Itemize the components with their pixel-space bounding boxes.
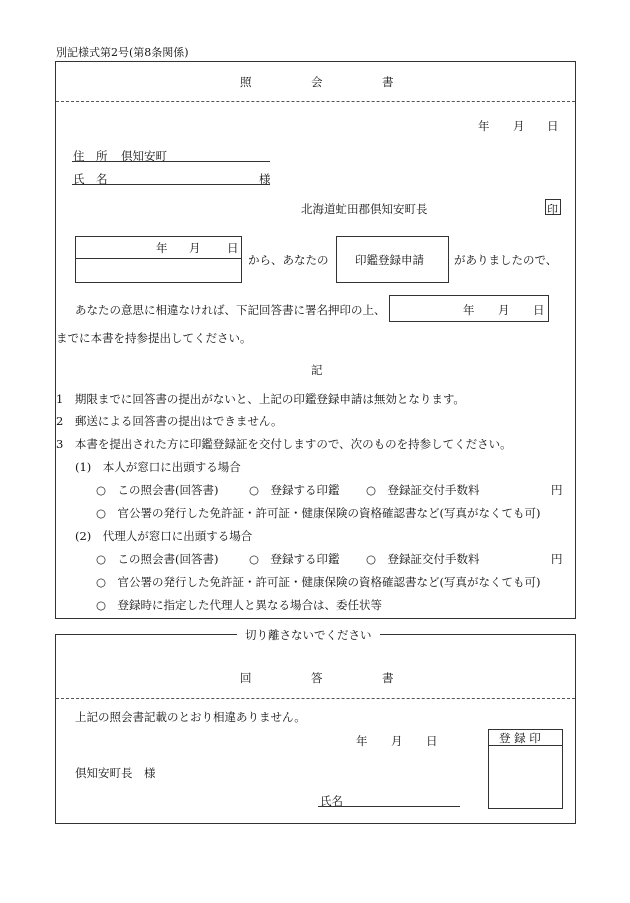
name-suffix: 様 — [259, 172, 271, 186]
ki-heading: 記 — [311, 363, 323, 377]
case-2-inquiry-doc: ○ この照会書(回答書) — [96, 552, 219, 566]
instruction-line-1: あなたの意思に相違なければ、下記回答書に署名押印の上、 — [75, 303, 386, 317]
case-2-label: (2) 代理人が窓口に出頭する場合 — [75, 529, 253, 543]
deadline-year: 年 — [463, 303, 475, 317]
reply-date-month: 月 — [391, 734, 403, 748]
seal-mark-text: 印 — [547, 203, 558, 216]
reply-title-divider — [56, 698, 575, 699]
note-2: 2 郵送による回答書の提出はできません。 — [56, 414, 283, 428]
deadline-day: 日 — [533, 303, 545, 317]
note-3: 3 本書を提出された方に印鑑登録証を交付しますので、次のものを持参してください。 — [56, 437, 512, 451]
reply-date-day: 日 — [426, 734, 438, 748]
case-2-fee: ○ 登録証交付手数料 — [366, 552, 480, 566]
issue-date-month: 月 — [513, 119, 525, 133]
case-1-inquiry-doc: ○ この照会書(回答書) — [96, 483, 219, 497]
reply-date-year: 年 — [356, 734, 368, 748]
name-underline — [72, 184, 270, 185]
reply-statement: 上記の照会書記載のとおり相違ありません。 — [75, 710, 306, 724]
from-text: から、あなたの — [248, 253, 329, 267]
registered-seal-label: 登 録 印 — [499, 731, 541, 745]
deadline-month: 月 — [498, 303, 510, 317]
name-label: 氏 名 — [73, 172, 108, 186]
reply-addressee: 倶知安町長 様 — [75, 766, 156, 780]
reply-signature-line — [318, 806, 460, 807]
seal-mark — [545, 199, 561, 215]
application-date-day: 日 — [227, 241, 239, 255]
issue-date-day: 日 — [547, 119, 559, 133]
case-2-id-docs: ○ 官公署の発行した免許証・許可証・健康保険の資格確認書など(写真がなくても可) — [96, 575, 541, 589]
case-1-fee: ○ 登録証交付手数料 — [366, 483, 480, 497]
inquiry-title-3: 書 — [382, 75, 394, 89]
cut-line-label: 切り離さないでください — [237, 627, 380, 643]
application-date-year: 年 — [156, 241, 168, 255]
form-label: 別記様式第2号(第8条関係) — [56, 46, 189, 59]
inquiry-title-1: 照 — [240, 75, 252, 89]
reply-signature-label: 氏名 — [320, 794, 343, 808]
address-underline — [72, 161, 270, 162]
application-date-month: 月 — [189, 241, 201, 255]
title-divider — [56, 101, 575, 102]
address-label: 住 所 — [73, 149, 108, 163]
note-1: 1 期限までに回答書の提出がないと、上記の印鑑登録申請は無効となります。 — [56, 392, 465, 406]
received-text: がありましたので、 — [454, 253, 558, 267]
case-1-yen: 円 — [551, 483, 563, 497]
sender: 北海道虻田郡倶知安町長 — [301, 202, 428, 216]
case-1-seal: ○ 登録する印鑑 — [249, 483, 340, 497]
application-type: 印鑑登録申請 — [355, 253, 424, 267]
case-2-seal: ○ 登録する印鑑 — [249, 552, 340, 566]
case-1-id-docs: ○ 官公署の発行した免許証・許可証・健康保険の資格確認書など(写真がなくても可) — [96, 506, 541, 520]
reply-title-2: 答 — [311, 671, 323, 685]
case-2-proxy-letter: ○ 登録時に指定した代理人と異なる場合は、委任状等 — [96, 598, 383, 612]
address-value: 倶知安町 — [121, 149, 167, 163]
case-1-label: (1) 本人が窓口に出頭する場合 — [75, 460, 241, 474]
instruction-line-2: までに本書を持参提出してください。 — [56, 331, 252, 345]
application-date-divider — [75, 258, 242, 259]
inquiry-title-2: 会 — [311, 75, 323, 89]
case-2-yen: 円 — [551, 552, 563, 566]
reply-title-3: 書 — [382, 671, 394, 685]
reply-title-1: 回 — [240, 671, 252, 685]
issue-date-year: 年 — [478, 119, 490, 133]
